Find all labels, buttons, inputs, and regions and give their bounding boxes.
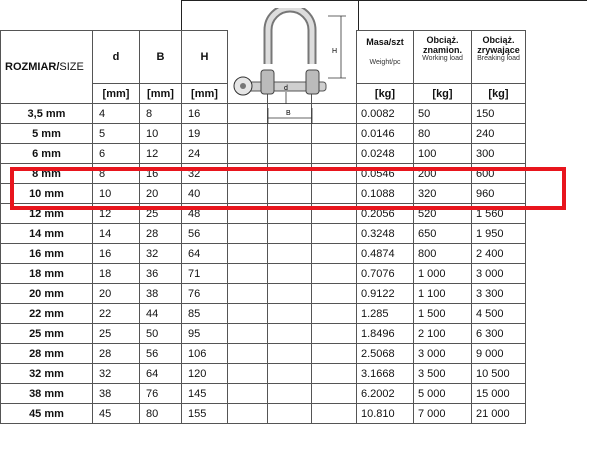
- blank-cell: [268, 344, 312, 364]
- break-cell: 1 560: [472, 204, 526, 224]
- h-cell: 106: [182, 344, 228, 364]
- b-cell: 56: [140, 344, 182, 364]
- mass-cell: 10.810: [357, 404, 414, 424]
- blank-cell: [268, 304, 312, 324]
- d-unit: [mm]: [93, 84, 140, 104]
- b-cell: 50: [140, 324, 182, 344]
- h-dim-label: H: [332, 48, 338, 55]
- blank-cell: [312, 144, 357, 164]
- size-header-label: ROZMIAR/: [5, 61, 60, 73]
- b-cell: 36: [140, 264, 182, 284]
- break-cell: 600: [472, 164, 526, 184]
- work-cell: 50: [414, 104, 472, 124]
- break-cell: 9 000: [472, 344, 526, 364]
- break-cell: 2 400: [472, 244, 526, 264]
- mass-cell: 1.8496: [357, 324, 414, 344]
- d-cell: 38: [93, 384, 140, 404]
- d-cell: 32: [93, 364, 140, 384]
- blank-cell: [268, 324, 312, 344]
- size-cell: 8 mm: [1, 164, 93, 184]
- work-cell: 520: [414, 204, 472, 224]
- size-cell: 3,5 mm: [1, 104, 93, 124]
- blank-cell: [268, 364, 312, 384]
- h-cell: 120: [182, 364, 228, 384]
- blank-cell: [268, 224, 312, 244]
- b-cell: 38: [140, 284, 182, 304]
- d-cell: 20: [93, 284, 140, 304]
- size-cell: 12 mm: [1, 204, 93, 224]
- mass-header-sub: Weight/pc: [369, 59, 401, 66]
- h-cell: 85: [182, 304, 228, 324]
- mass-cell: 1.285: [357, 304, 414, 324]
- table-row: [1, 144, 576, 164]
- blank-cell: [312, 304, 357, 324]
- break-cell: 1 950: [472, 224, 526, 244]
- h-cell: 95: [182, 324, 228, 344]
- mass-unit: [kg]: [357, 84, 414, 104]
- blank-cell: [312, 164, 357, 184]
- d-cell: 28: [93, 344, 140, 364]
- blank-cell: [228, 204, 268, 224]
- h-cell: 145: [182, 384, 228, 404]
- b-cell: 28: [140, 224, 182, 244]
- blank-cell: [312, 384, 357, 404]
- work-header: [414, 31, 472, 84]
- h-header: H: [182, 31, 228, 84]
- break-header: [472, 31, 526, 84]
- b-cell: 76: [140, 384, 182, 404]
- table-row: [1, 304, 576, 324]
- work-unit: [kg]: [414, 84, 472, 104]
- d-cell: 45: [93, 404, 140, 424]
- break-cell: 15 000: [472, 384, 526, 404]
- b-cell: 16: [140, 164, 182, 184]
- mass-cell: 0.1088: [357, 184, 414, 204]
- h-cell: 48: [182, 204, 228, 224]
- break-cell: 3 300: [472, 284, 526, 304]
- table-row: [1, 204, 576, 224]
- d-cell: 22: [93, 304, 140, 324]
- blank-cell: [228, 264, 268, 284]
- h-cell: 40: [182, 184, 228, 204]
- mass-header: [357, 31, 414, 84]
- d-cell: 10: [93, 184, 140, 204]
- blank-cell: [228, 184, 268, 204]
- d-cell: 12: [93, 204, 140, 224]
- mass-cell: 0.0248: [357, 144, 414, 164]
- blank-cell: [268, 404, 312, 424]
- table-row: [1, 224, 576, 244]
- d-cell: 14: [93, 224, 140, 244]
- blank-cell: [228, 144, 268, 164]
- blank-cell: [268, 284, 312, 304]
- blank-cell: [312, 244, 357, 264]
- blank-cell: [268, 184, 312, 204]
- size-cell: 45 mm: [1, 404, 93, 424]
- d-cell: 25: [93, 324, 140, 344]
- d-cell: 16: [93, 244, 140, 264]
- break-cell: 150: [472, 104, 526, 124]
- blank-cell: [268, 164, 312, 184]
- blank-cell: [312, 224, 357, 244]
- blank-cell: [268, 384, 312, 404]
- b-cell: 80: [140, 404, 182, 424]
- mass-cell: 3.1668: [357, 364, 414, 384]
- b-cell: 25: [140, 204, 182, 224]
- break-cell: 240: [472, 124, 526, 144]
- work-cell: 1 100: [414, 284, 472, 304]
- size-cell: 16 mm: [1, 244, 93, 264]
- mass-cell: 0.0546: [357, 164, 414, 184]
- blank-cell: [228, 384, 268, 404]
- d-cell: 6: [93, 144, 140, 164]
- table-row: [1, 164, 576, 184]
- break-unit: [kg]: [472, 84, 526, 104]
- size-cell: 5 mm: [1, 124, 93, 144]
- h-cell: 76: [182, 284, 228, 304]
- blank-cell: [228, 344, 268, 364]
- h-cell: 24: [182, 144, 228, 164]
- size-cell: 18 mm: [1, 264, 93, 284]
- mass-cell: 0.3248: [357, 224, 414, 244]
- table-row: [1, 324, 576, 344]
- shackle-ear-left: [261, 70, 274, 94]
- shackle-ear-right: [306, 70, 319, 94]
- blank-cell: [228, 224, 268, 244]
- b-cell: 64: [140, 364, 182, 384]
- mass-cell: 2.5068: [357, 344, 414, 364]
- work-cell: 1 000: [414, 264, 472, 284]
- mass-cell: 0.0082: [357, 104, 414, 124]
- blank-cell: [228, 324, 268, 344]
- work-cell: 320: [414, 184, 472, 204]
- table-row: [1, 364, 576, 384]
- work-cell: 5 000: [414, 384, 472, 404]
- table-row: [1, 284, 576, 304]
- size-cell: 22 mm: [1, 304, 93, 324]
- h-cell: 155: [182, 404, 228, 424]
- mass-cell: 0.9122: [357, 284, 414, 304]
- work-cell: 2 100: [414, 324, 472, 344]
- work-cell: 3 000: [414, 344, 472, 364]
- table-row: [1, 244, 576, 264]
- mass-cell: 0.2056: [357, 204, 414, 224]
- h-cell: 16: [182, 104, 228, 124]
- b-cell: 12: [140, 144, 182, 164]
- work-header-label-2: znamion.: [422, 45, 462, 55]
- work-cell: 1 500: [414, 304, 472, 324]
- blank-cell: [312, 284, 357, 304]
- size-cell: 20 mm: [1, 284, 93, 304]
- break-cell: 3 000: [472, 264, 526, 284]
- size-cell: 14 mm: [1, 224, 93, 244]
- break-cell: 4 500: [472, 304, 526, 324]
- d-cell: 18: [93, 264, 140, 284]
- d-dim-label: d: [284, 85, 288, 92]
- blank-cell: [268, 244, 312, 264]
- break-header-sub: Breaking load: [477, 55, 520, 62]
- blank-cell: [312, 184, 357, 204]
- blank-cell: [228, 364, 268, 384]
- h-cell: 32: [182, 164, 228, 184]
- blank-cell: [268, 144, 312, 164]
- blank-cell: [268, 204, 312, 224]
- h-cell: 64: [182, 244, 228, 264]
- b-unit: [mm]: [140, 84, 182, 104]
- work-cell: 650: [414, 224, 472, 244]
- blank-cell: [228, 304, 268, 324]
- header-top-rule: [357, 0, 587, 31]
- size-cell: 32 mm: [1, 364, 93, 384]
- size-cell: 6 mm: [1, 144, 93, 164]
- blank-cell: [312, 204, 357, 224]
- b-cell: 10: [140, 124, 182, 144]
- blank-cell: [268, 264, 312, 284]
- d-cell: 5: [93, 124, 140, 144]
- size-cell: 28 mm: [1, 344, 93, 364]
- work-cell: 80: [414, 124, 472, 144]
- work-header-label-1: Obciąż.: [426, 35, 459, 45]
- break-header-label-1: Obciąż.: [482, 35, 515, 45]
- b-header: B: [140, 31, 182, 84]
- blank-cell: [312, 324, 357, 344]
- work-cell: 200: [414, 164, 472, 184]
- h-cell: 71: [182, 264, 228, 284]
- pin-hole: [240, 83, 246, 89]
- shackle-bow-highlight: [268, 8, 312, 64]
- h-unit: [mm]: [182, 84, 228, 104]
- b-cell: 32: [140, 244, 182, 264]
- blank-cell: [312, 344, 357, 364]
- d-cell: 4: [93, 104, 140, 124]
- break-header-label-2: zrywające: [477, 45, 520, 55]
- table-row: [1, 264, 576, 284]
- blank-cell: [228, 404, 268, 424]
- blank-cell: [228, 284, 268, 304]
- size-cell: 38 mm: [1, 384, 93, 404]
- size-header-label-en: SIZE: [59, 61, 84, 73]
- work-header-sub: Working load: [422, 55, 463, 62]
- break-cell: 960: [472, 184, 526, 204]
- work-cell: 3 500: [414, 364, 472, 384]
- size-cell: 25 mm: [1, 324, 93, 344]
- blank-cell: [312, 364, 357, 384]
- mass-cell: 6.2002: [357, 384, 414, 404]
- break-cell: 21 000: [472, 404, 526, 424]
- h-cell: 56: [182, 224, 228, 244]
- work-cell: 100: [414, 144, 472, 164]
- h-cell: 19: [182, 124, 228, 144]
- blank-cell: [228, 244, 268, 264]
- size-cell: 10 mm: [1, 184, 93, 204]
- work-cell: 800: [414, 244, 472, 264]
- b-cell: 44: [140, 304, 182, 324]
- shackle-diagram: [228, 8, 358, 138]
- b-cell: 8: [140, 104, 182, 124]
- d-cell: 8: [93, 164, 140, 184]
- mass-cell: 0.7076: [357, 264, 414, 284]
- break-cell: 6 300: [472, 324, 526, 344]
- table-row: [1, 344, 576, 364]
- blank-cell: [228, 164, 268, 184]
- mass-cell: 0.4874: [357, 244, 414, 264]
- break-cell: 300: [472, 144, 526, 164]
- table-row: [1, 184, 576, 204]
- break-cell: 10 500: [472, 364, 526, 384]
- work-cell: 7 000: [414, 404, 472, 424]
- blank-cell: [312, 404, 357, 424]
- table-row: [1, 384, 576, 404]
- mass-cell: 0.0146: [357, 124, 414, 144]
- mass-header-label: Masa/szt: [366, 37, 404, 47]
- d-header: d: [93, 31, 140, 84]
- blank-cell: [312, 264, 357, 284]
- table-row: [1, 404, 576, 424]
- size-header: [1, 31, 93, 104]
- b-cell: 20: [140, 184, 182, 204]
- b-dim-label: B: [286, 110, 291, 117]
